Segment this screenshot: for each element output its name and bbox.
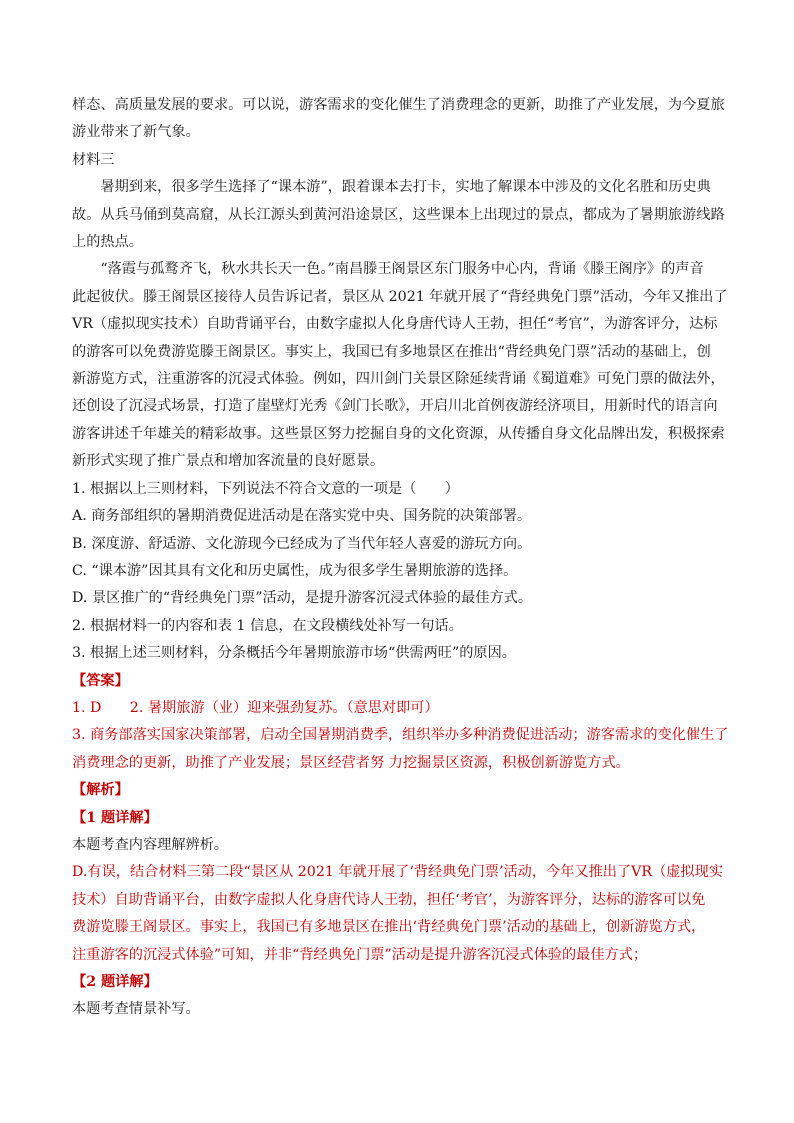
analysis-d-line: 费游览滕王阁景区。事实上，我国已有多地景区在推出‘背经典免门票’活动的基础上，创新游览方式， (72, 919, 706, 936)
question-1: 1. 根据以上三则材料，下列说法不符合文意的一项是（ ） (72, 480, 459, 497)
detail-2-heading: 【2 题详解】 (72, 974, 158, 990)
paragraph-line: 的游客可以免费游览滕王阁景区。事实上，我国已有多地景区在推出“背经典免门票”活动的基础上，创 (72, 343, 711, 360)
paragraph-line: 新游览方式，注重游客的沉浸式体验。例如，四川剑门关景区除延续背诵《蜀道难》可免门票的做法外， (72, 371, 725, 388)
detail-1-heading: 【1 题详解】 (72, 809, 158, 826)
analysis-d-line: 技术）自助背诵平台，由数字虚拟人化身唐代诗人王勃，担任‘考官’，为游客评分，达标的游客可以免 (72, 891, 706, 908)
paragraph-line: 故。从兵马俑到莫高窟，从长江源头到黄河沿途景区，这些课本上出现过的景点，都成为了暑期旅游线路 (72, 206, 725, 223)
paragraph-line: 样态、高质量发展的要求。可以说，游客需求的变化催生了消费理念的更新，助推了产业发展，为今夏旅 (72, 97, 725, 113)
answer-heading: 【答案】 (72, 672, 129, 689)
analysis-d-line: 注重游客的沉浸式体验”可知，并非“背经典免门票”活动是提升游客沉浸式体验的最佳方式； (72, 946, 648, 963)
document-page (72, 92, 736, 1024)
paragraph-line: 游客讲述千年雄关的精彩故事。这些景区努力挖掘自身的文化资源，从传播自身文化品牌出发，积极探索 (72, 425, 725, 442)
paragraph-line: “落霞与孤鹜齐飞，秋水共长天一色。”南昌滕王阁景区东门服务中心内，背诵《滕王阁序》的声音 (100, 261, 704, 278)
question-2: 2. 根据材料一的内容和表 1 信息，在文段横线处补写一句话。 (72, 617, 463, 634)
paragraph-line: VR（虚拟现实技术）自助背诵平台，由数字虚拟人化身唐代诗人王勃，担任“考官”，为游客评分，达标 (72, 316, 718, 333)
paragraph-line: 游业带来了新气象。 (72, 124, 200, 141)
answer-1-2: 1. D 2. 暑期旅游（业）迎来强劲复苏。（意思对即可） (72, 699, 439, 716)
answer-3-line: 消费理念的更新，助推了产业发展；景区经营者努 力挖掘景区资源，积极创新游览方式。 (72, 754, 630, 771)
paragraph-line: 新形式实现了推广景点和增加客流量的良好愿景。 (72, 453, 385, 470)
answer-3-line: 3. 商务部落实国家决策部署，启动全国暑期消费季，组织举办多种消费促进活动；游客需求的变化催生了 (72, 727, 729, 744)
analysis-text: 本题考查内容理解辨析。 (72, 836, 229, 853)
paragraph-line: 还创设了沉浸式场景，打造了崖壁灯光秀《剑门长歌》，开启川北首例夜游经济项目，用新时代的语言向 (72, 398, 718, 415)
paragraph-line: 上的热点。 (72, 234, 143, 251)
analysis-d-line: D.有误，结合材料三第二段“景区从 2021 年就开展了‘背经典免门票’活动，今年又推出了VR（虚拟现实 (72, 864, 724, 881)
question-3: 3. 根据上述三则材料，分条概括今年暑期旅游市场“供需两旺”的原因。 (72, 645, 516, 662)
analysis-text: 本题考查情景补写。 (72, 1001, 200, 1018)
option-a: A. 商务部组织的暑期消费促进活动是在落实党中央、国务院的决策部署。 (72, 508, 532, 525)
section-label-material-3: 材料三 (72, 151, 115, 168)
option-b: B. 深度游、舒适游、文化游现今已经成为了当代年轻人喜爱的游玩方向。 (72, 535, 532, 552)
paragraph-line: 暑期到来，很多学生选择了“课本游”，跟着课本去打卡，实地了解课本中涉及的文化名胜和历史典 (100, 179, 711, 196)
option-c: C. “课本游”因其具有文化和历史属性，成为很多学生暑期旅游的选择。 (72, 562, 518, 579)
option-d: D. 景区推广的“背经典免门票”活动，是提升游客沉浸式体验的最佳方式。 (72, 590, 533, 607)
paragraph-line: 此起彼伏。滕王阁景区接待人员告诉记者，景区从 2021 年就开展了“背经典免门票”活动，今年又推出了 (72, 288, 728, 305)
analysis-heading: 【解析】 (72, 782, 129, 799)
